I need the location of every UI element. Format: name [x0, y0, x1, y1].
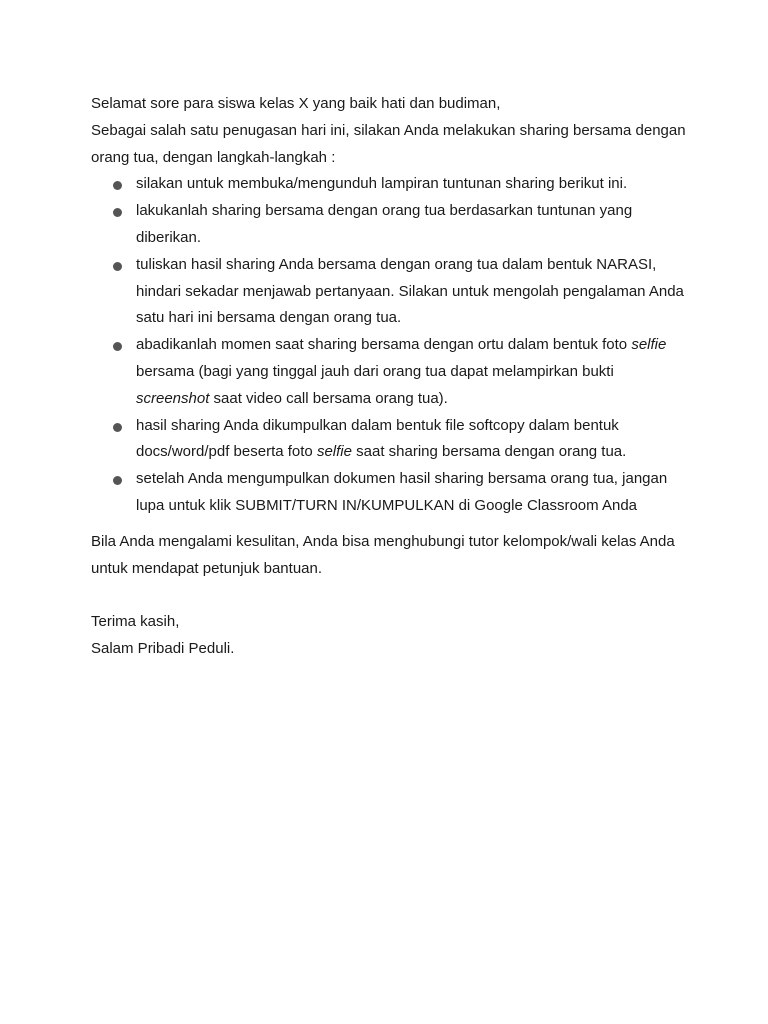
list-item [91, 332, 691, 412]
closing-signoff: Salam Pribadi Peduli. [91, 639, 235, 657]
spacer [91, 582, 691, 609]
list-item [91, 252, 691, 332]
list-item [91, 171, 691, 198]
step-text: bersama (bagi yang tinggal jauh dari orang tua dapat melampirkan bukti [136, 362, 614, 380]
italic-term: selfie [316, 443, 352, 461]
step-text: abadikanlah momen saat sharing bersama dengan ortu dalam bentuk foto [136, 336, 632, 354]
list-item [91, 198, 691, 252]
step-text: setelah Anda mengumpulkan dokumen hasil sharing bersama orang tua, jangan lupa untuk klik SUBMIT/TURN IN/KUMPULKAN di Google Classroom Anda [136, 470, 668, 514]
step-text: saat video call bersama orang tua). [209, 389, 448, 407]
step-text: hasil sharing Anda dikumpulkan dalam bentuk file softcopy dalam bentuk docs/word/pdf beserta foto [136, 416, 619, 461]
bullet-icon [113, 423, 122, 432]
step-text: lakukanlah sharing bersama dengan orang tua berdasarkan tuntunan yang diberikan. [136, 202, 633, 246]
step-text: silakan untuk membuka/mengunduh lampiran tuntunan sharing berikut ini. [136, 175, 628, 193]
document-body [91, 91, 691, 663]
italic-term: selfie [631, 336, 667, 354]
list-item [91, 466, 691, 520]
intro-paragraph: Sebagai salah satu penugasan hari ini, silakan Anda melakukan sharing bersama dengan orang tua, dengan langkah-langkah : [91, 121, 686, 166]
step-text: tuliskan hasil sharing Anda bersama dengan orang tua dalam bentuk NARASI, hindari sekadar menjawab pertanyaan. Silakan untuk mengolah pengalaman Anda satu hari ini bersama dengan orang tua. [136, 255, 684, 327]
step-text: saat sharing bersama dengan orang tua. [351, 443, 627, 461]
help-paragraph: Bila Anda mengalami kesulitan, Anda bisa menghubungi tutor kelompok/wali kelas Anda untuk mendapat petunjuk bantuan. [91, 532, 675, 577]
bullet-icon [113, 262, 122, 271]
bullet-icon [113, 208, 122, 217]
list-item [91, 413, 691, 467]
greeting: Selamat sore para siswa kelas X yang baik hati dan budiman, [91, 95, 501, 112]
bullet-icon [113, 181, 122, 190]
steps-list [91, 171, 691, 519]
bullet-icon [113, 476, 122, 485]
italic-term: screenshot [136, 389, 210, 407]
closing-thanks: Terima kasih, [91, 613, 180, 631]
bullet-icon [113, 342, 122, 351]
